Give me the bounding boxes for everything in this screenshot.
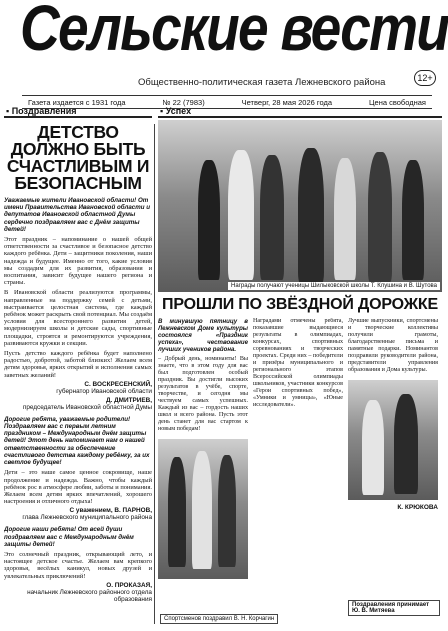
left-greeting-2: Дорогие ребята, уважаемые родители! Поздравляем вас с первым летним праздником – Международным днём защиты детей! Этот день напоминает нам о нашей ответственности за обеспечение счастливого детства каждому ребёнку, за их светлое будущее! <box>4 415 150 467</box>
column-divider <box>154 124 155 624</box>
column-1-text: – Добрый день, номинанты! Вы знаете, что в этом году для вас был подготовлен особый праздник. Вы достигли высоких результатов в учёбе, спорте, творчестве, и сегодня мы чествуем самых успешных. Каждый из вас – гордость наших школ и всего района. Пусть этот день станет для вас стартом к новым победам! <box>158 356 248 432</box>
left-greeting-3: Дорогие наши ребята! От всей души поздравляем вас с Международным днём защиты детей! <box>4 526 134 548</box>
left-section-rule <box>4 116 152 118</box>
issue-number: № 22 (7983) <box>162 97 205 107</box>
signature-role: губернатор Ивановской области <box>56 387 152 395</box>
signature-name: С уважением, В. ПАРНОВ, <box>69 507 152 515</box>
left-body-2: В Ивановской области реализуются программы, направленные на поддержку семей с детьми, выстраивается целостная система, где каждый ребёнок может раскрыть свой потенциал. Мы создаём условия для всестороннего развития детей, модернизируем школы и детские сады, спортивные площадки, строятся и ремонтируются учреждения, развиваются кружки и секции. <box>4 289 152 347</box>
photo-caption-1: Награды получают ученицы Шилыковской школы Т. Клушина и В. Шутова <box>228 282 440 290</box>
masthead-title: Сельские вести <box>20 0 448 64</box>
right-lead: В минувшую пятницу в Лежневском Доме культуры состоялся «Праздник успеха», чествование лучших учеников района. <box>158 318 248 353</box>
column-2-text: Наградами отмечены ребята, показавшие выдающиеся результаты в олимпиадах, конкурсах, спортивных соревнованиях и творческих проектах. Среди них – победители и призёры муниципального и регионального этапов Всероссийской олимпиады школьников, участники конкурсов «Герои спортивных побед», «Умники и умницы», «Юные исследователи». <box>253 318 343 408</box>
right-article-columns <box>158 318 442 624</box>
right-section-rule <box>158 116 442 118</box>
left-body-1: Этот праздник – напоминание о нашей общей ответственности за счастливое и безопасное детство каждого ребёнка. Дети – защитники поколения, наши надежда и будущее. Именно от того, какие условия мы создадим для их развития, образования и воспитания, зависит будущее нашего региона и страны. <box>4 236 152 287</box>
article-column-2 <box>253 318 343 624</box>
article-signature: К. КРЮКОВА <box>397 504 438 511</box>
photo-caption-3: Поздравления принимает Ю. В. Митяева <box>348 600 440 616</box>
left-body-3: Пусть детство каждого ребёнка будет наполнено радостью, добротой, заботой близких! Желаем всем детям здоровья, ярких открытий и исполнения самых заветных желаний! <box>4 350 152 379</box>
left-body-5: Это солнечный праздник, открывающий лето, и настоящее детское счастье. Желаем вам крепкого здоровья, весёлых каникул, новых друзей и увлекательных приключений! <box>4 550 152 580</box>
column-3-text: Лучшие выпускники, спортсмены и творческие коллективы получили грамоты, благодарственные письма и памятные подарки. Номинантов поздравили руководители района, представители управления образования и Дома культуры. <box>348 318 438 373</box>
award-ceremony-photo <box>158 120 442 292</box>
signature-2 <box>4 397 152 411</box>
right-headline: ПРОШЛИ ПО ЗВЁЗДНОЙ ДОРОЖКЕ <box>162 296 438 313</box>
age-rating-badge: 12+ <box>414 70 436 86</box>
left-body-4: Дети – это наше самое ценное сокровище, наше продолжение и надежда. Важно, чтобы каждый ребёнок рос в атмосфере любви, заботы и понимания. Желаем всем детям ярких впечатлений, хорошего настроения и отличного отдыха! <box>4 469 152 506</box>
section-label-left: ▪ Поздравления <box>6 106 77 116</box>
masthead <box>6 0 448 94</box>
signature-3 <box>4 507 152 521</box>
left-lead: Уважаемые жители Ивановской области! От имени Правительства Ивановской области и депутатов Ивановской областной Думы сердечно поздравляем вас с Днём защиты детей! <box>4 197 150 233</box>
signature-name: О. ПРОКАЗАЯ, <box>106 581 152 589</box>
signature-role: председатель Ивановской областной Думы <box>22 403 152 411</box>
article-column-1 <box>158 318 248 624</box>
issue-date: Четверг, 28 мая 2026 года <box>241 97 333 107</box>
award-photo <box>348 380 438 500</box>
photo-caption-2: Спортсменов поздравил В. Н. Корчагин <box>160 614 278 624</box>
section-label-text: Успех <box>165 106 192 116</box>
signature-name: С. ВОСКРЕСЕНСКИЙ, <box>84 380 152 388</box>
signature-4 <box>4 582 152 603</box>
athletes-photo <box>158 439 248 579</box>
signature-1 <box>4 381 152 395</box>
left-article <box>4 124 152 624</box>
issue-info-bar <box>22 95 432 109</box>
signature-name: Д. ДМИТРИЕВ, <box>106 396 152 404</box>
section-label-right: ▪ Успех <box>160 106 192 116</box>
section-label-text: Поздравления <box>11 106 77 116</box>
signature-role: глава Лежневского муниципального района <box>22 514 152 522</box>
masthead-subtitle: Общественно-политическая газета Лежневского района <box>138 77 386 88</box>
founded-text: Газета издается с 1931 года <box>28 97 126 107</box>
signature-role: начальник Лежневского районного отдела образования <box>27 588 152 603</box>
left-headline: ДЕТСТВО ДОЛЖНО БЫТЬ СЧАСТЛИВЫМ И БЕЗОПАСНЫМ <box>6 124 150 193</box>
price-text: Цена свободная <box>368 97 426 107</box>
article-column-3 <box>348 318 438 624</box>
